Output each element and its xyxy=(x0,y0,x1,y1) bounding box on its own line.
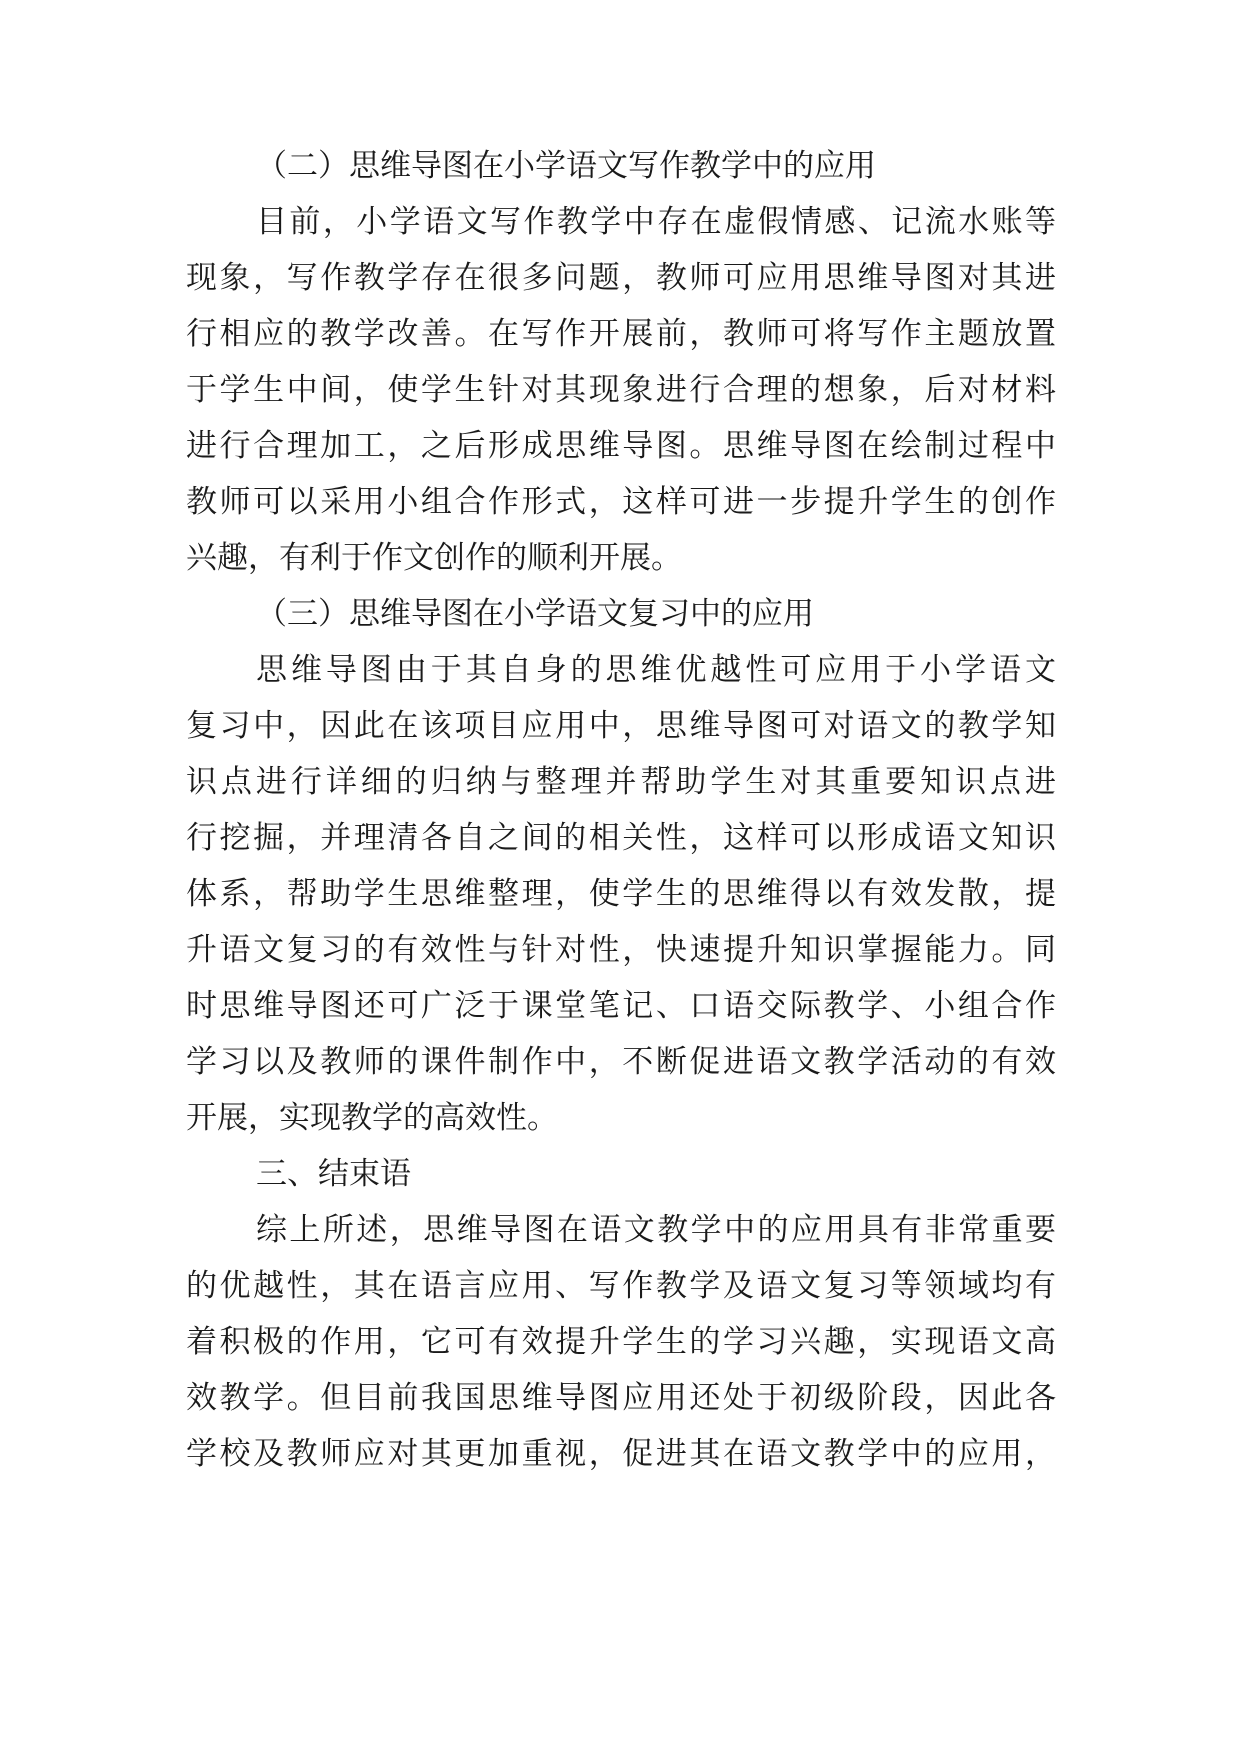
paragraph-line: 时思维导图还可广泛于课堂笔记、口语交际教学、小组合作 xyxy=(186,988,1056,1024)
paragraph-line: 行相应的教学改善。在写作开展前，教师可将写作主题放置 xyxy=(186,316,1056,352)
paragraph-line: 综上所述，思维导图在语文教学中的应用具有非常重要 xyxy=(256,1212,1056,1248)
paragraph-line: 思维导图由于其自身的思维优越性可应用于小学语文 xyxy=(256,652,1056,688)
paragraph-line: 的优越性，其在语言应用、写作教学及语文复习等领域均有 xyxy=(186,1268,1056,1304)
paragraph-line: 识点进行详细的归纳与整理并帮助学生对其重要知识点进 xyxy=(186,764,1056,800)
section-heading-writing: （二）思维导图在小学语文写作教学中的应用 xyxy=(256,148,876,184)
paragraph-line: 行挖掘，并理清各自之间的相关性，这样可以形成语文知识 xyxy=(186,820,1056,856)
section-heading-conclusion: 三、结束语 xyxy=(256,1156,411,1192)
paragraph-line: 进行合理加工，之后形成思维导图。思维导图在绘制过程中 xyxy=(186,428,1056,464)
paragraph-line: 目前，小学语文写作教学中存在虚假情感、记流水账等 xyxy=(256,204,1056,240)
paragraph-line: 兴趣，有利于作文创作的顺利开展。 xyxy=(186,540,682,576)
section-heading-review: （三）思维导图在小学语文复习中的应用 xyxy=(256,596,814,632)
paragraph-line: 体系，帮助学生思维整理，使学生的思维得以有效发散，提 xyxy=(186,876,1056,912)
paragraph-line: 着积极的作用，它可有效提升学生的学习兴趣，实现语文高 xyxy=(186,1324,1056,1360)
paragraph-line: 效教学。但目前我国思维导图应用还处于初级阶段，因此各 xyxy=(186,1380,1056,1416)
paragraph-line: 复习中，因此在该项目应用中，思维导图可对语文的教学知 xyxy=(186,708,1056,744)
paragraph-line: 学习以及教师的课件制作中，不断促进语文教学活动的有效 xyxy=(186,1044,1056,1080)
paragraph-line: 教师可以采用小组合作形式，这样可进一步提升学生的创作 xyxy=(186,484,1056,520)
paragraph-line: 现象，写作教学存在很多问题，教师可应用思维导图对其进 xyxy=(186,260,1056,296)
paragraph-line: 学校及教师应对其更加重视，促进其在语文教学中的应用， xyxy=(186,1436,1056,1472)
paragraph-line: 开展，实现教学的高效性。 xyxy=(186,1100,558,1136)
paragraph-line: 升语文复习的有效性与针对性，快速提升知识掌握能力。同 xyxy=(186,932,1056,968)
paragraph-line: 于学生中间，使学生针对其现象进行合理的想象，后对材料 xyxy=(186,372,1056,408)
